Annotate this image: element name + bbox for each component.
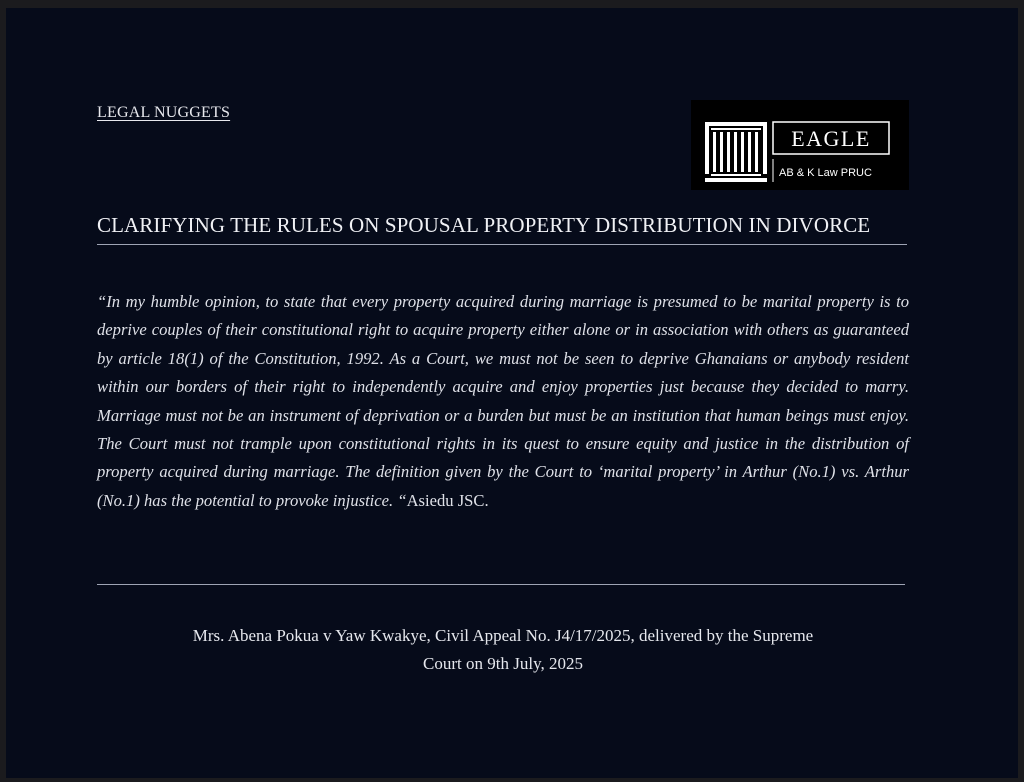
citation-line-1: Mrs. Abena Pokua v Yaw Kwakye, Civil Appeal No. J4/17/2025, delivered by the Supreme xyxy=(192,626,814,645)
logo-wordmark: EAGLE xyxy=(791,126,871,151)
quote-text: “In my humble opinion, to state that every property acquired during marriage is presumed to be marital property is to deprive couples of their constitutional right to acquire property either alone or in association with others as guaranteed by article 18(1) of the Constitution, 1992. As a Court, we must not be seen to deprive Ghanaians or anybody resident within our borders of their right to independently acquire and enjoy properties just because they decided to marry. Marriage must not be an instrument of deprivation or a burden but must be an institution that human beings must enjoy. The Court must not trample upon constitutional rights in its quest to ensure equity and justice in the distribution of property acquired during marriage. The definition given by the Court to ‘marital property’ in Arthur (No.1) vs. Arthur (No.1) has the potential to provoke injustice. “ xyxy=(97,292,909,510)
quote-attribution: Asiedu JSC. xyxy=(406,490,489,510)
judgment-quote xyxy=(97,288,909,515)
case-citation xyxy=(97,622,909,678)
logo-firm-name: AB & K Law PRUC xyxy=(779,167,872,179)
section-kicker: LEGAL NUGGETS xyxy=(97,104,231,121)
pillar-column-icon xyxy=(691,100,909,190)
title-divider xyxy=(97,244,907,245)
firm-logo xyxy=(691,100,909,190)
citation-line-2: Court on 9th July, 2025 xyxy=(423,654,583,673)
page-title: CLARIFYING THE RULES ON SPOUSAL PROPERTY DISTRIBUTION IN DIVORCE xyxy=(97,213,871,237)
document-page xyxy=(6,8,1018,778)
citation-divider xyxy=(97,584,905,585)
